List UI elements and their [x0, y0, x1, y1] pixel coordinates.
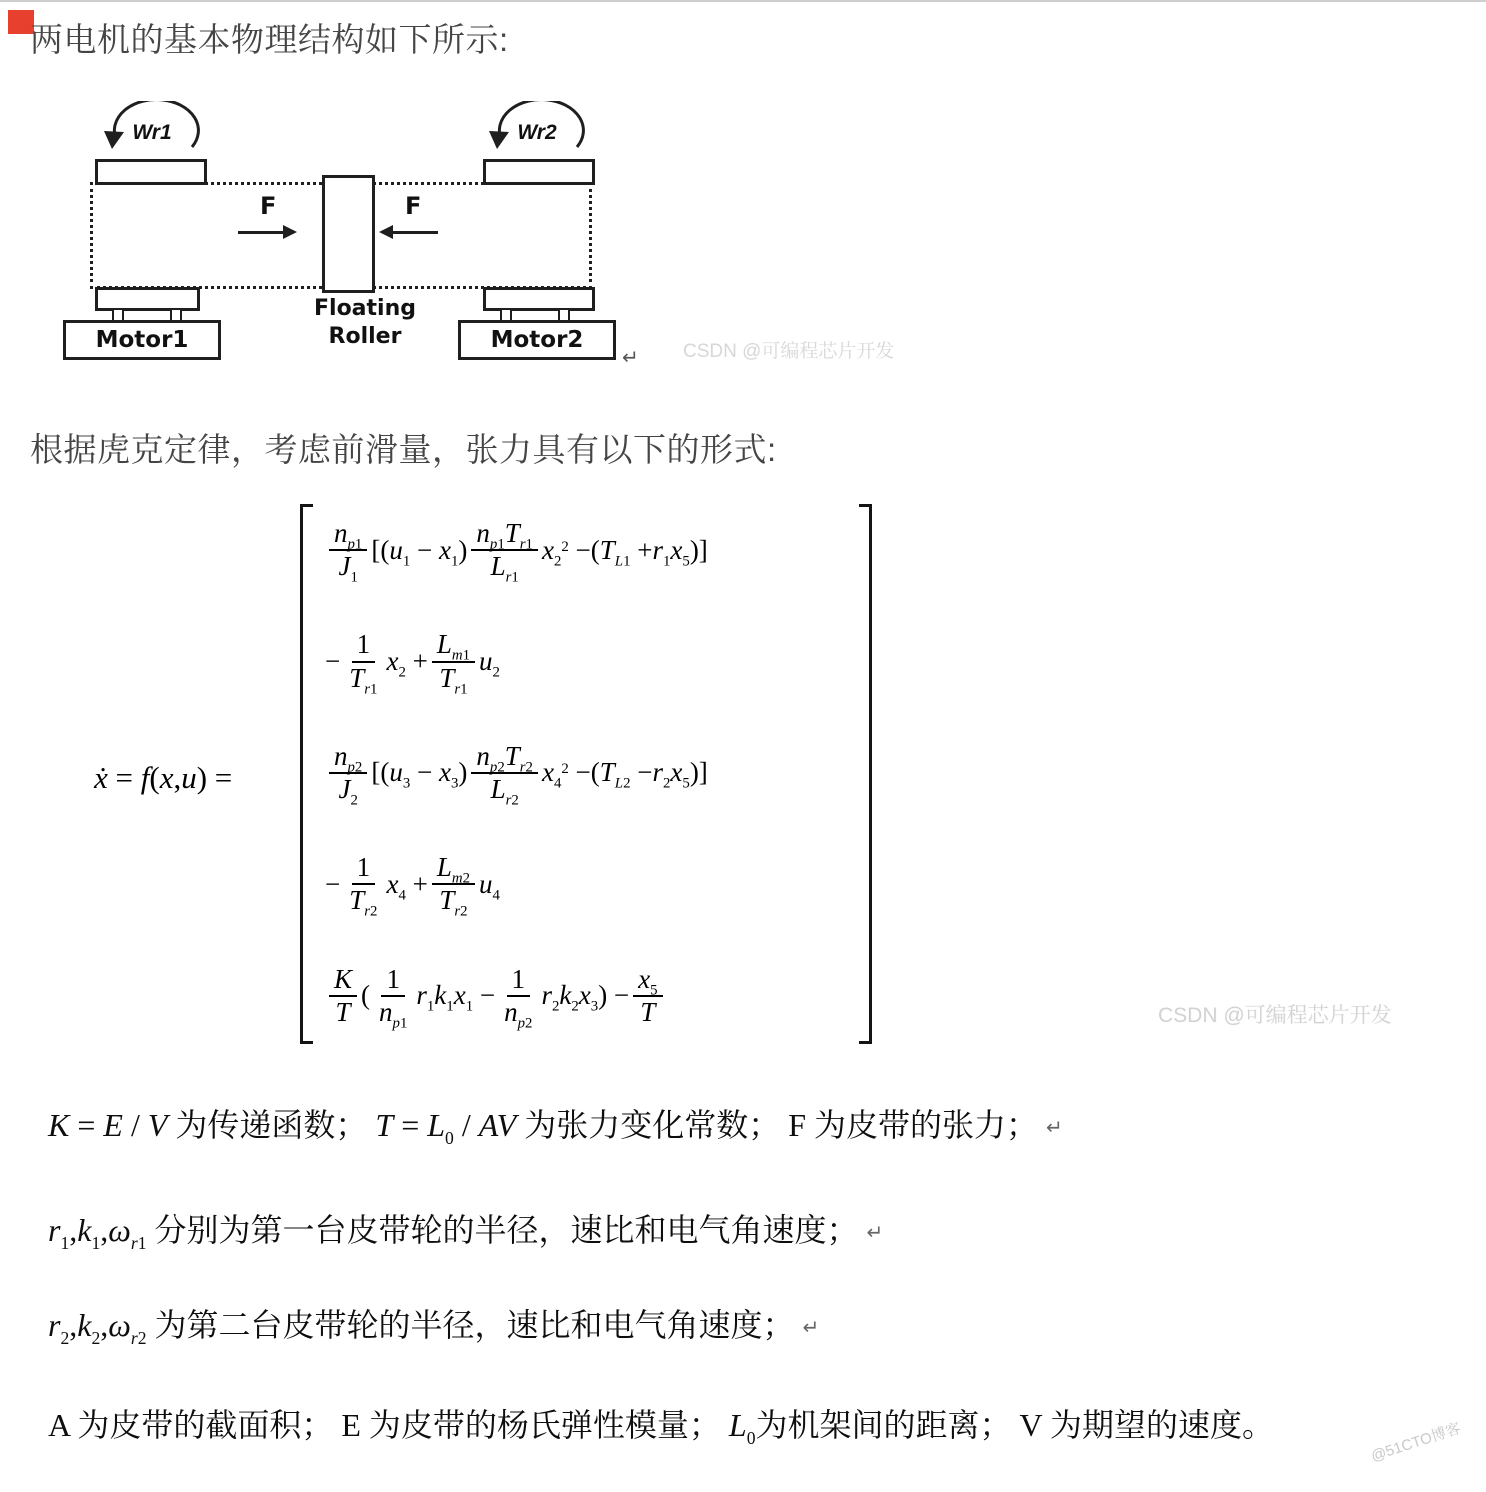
paragraph-a-e-l-v: A 为皮带的截面积； E 为皮带的杨氏弹性模量； $L_0$为机架间的距离； V 为期望的速度。 — [48, 1407, 1275, 1448]
floating-roller-label-line2: Roller — [328, 323, 402, 349]
matrix-row-1: $\frac{n_{p1}}{J_1}$ [$(u_1 - x_1)$ $\frac{n_{p1}T_{r1}}{L_{r1}}$ $x_2^2 -(T_{L1} +r_1x_5)$] — [325, 518, 845, 582]
roller-top-right — [483, 159, 595, 185]
floating-roller-label — [300, 295, 430, 350]
paragraph-pulley1: $r_1,k_1,\omega_{r1}$ 分别为第一台皮带轮的半径，速比和电气角速度； ↵ — [48, 1212, 884, 1253]
equation-lhs: ẋ = f(x,u) = — [94, 760, 233, 795]
force-label-left: F — [260, 192, 277, 220]
matrix-row-2: − $\frac{1}{T_{r1}}$ $x_2$ + $\frac{L_{m1}}{T_{r1}}$ $u_2$ — [325, 629, 500, 698]
matrix-left-bracket — [300, 504, 313, 1044]
matrix-row-3: $\frac{n_{p2}}{J_2}$ [$(u_3 - x_3)$ $\frac{n_{p2}T_{r2}}{L_{r2}}$ $x_4^2 -(T_{L2} -r_2x_5)$] — [325, 741, 845, 805]
state-equation-matrix — [300, 504, 872, 1044]
wr2-label: Wr2 — [517, 121, 557, 144]
roller-bottom-left — [95, 287, 200, 311]
paragraph-pulley2: $r_2,k_2,\omega_{r2}$ 为第二台皮带轮的半径，速比和电气角速度； ↵ — [48, 1307, 820, 1348]
force-arrow-left-icon — [392, 231, 438, 234]
heading-structure: 两电机的基本物理结构如下所示: — [30, 21, 509, 58]
motor1-box: Motor1 — [63, 320, 221, 360]
matrix-rows — [313, 504, 859, 1044]
matrix-right-bracket — [859, 504, 872, 1044]
floating-roller-label-line1: Floating — [314, 296, 416, 321]
floating-roller — [322, 175, 375, 293]
rotation-arrow-wr1-icon — [100, 101, 204, 157]
cto-watermark: @51CTO博客 — [1368, 1420, 1463, 1466]
roller-top-left — [95, 159, 207, 185]
csdn-watermark-1: CSDN @可编程芯片开发 — [683, 341, 895, 362]
force-label-right: F — [405, 192, 422, 220]
two-motor-diagram — [60, 97, 720, 387]
matrix-row-5: $\frac{K}{T}$ ( $\frac{1}{n_{p1}}$ $r_1k_1x_1$ − $\frac{1}{n_{p2}}$ $r_2k_2x_3$) − $\frac{x_5}{T}$ — [325, 964, 845, 1028]
return-mark: ↵ — [622, 347, 639, 369]
heading-hooke: 根据虎克定律，考虑前滑量，张力具有以下的形式: — [30, 431, 777, 468]
matrix-row-4: − $\frac{1}{T_{r2}}$ $x_4$ + $\frac{L_{m2}}{T_{r2}}$ $u_4$ — [325, 852, 500, 921]
paragraph-k-t-f: K = E / V 为传递函数； $T = L_0$ / AV 为张力变化常数； F 为皮带的张力； ↵ — [48, 1107, 1063, 1148]
roller-bottom-right — [483, 287, 595, 311]
rotation-arrow-wr2-icon — [485, 101, 589, 157]
csdn-watermark-2: CSDN @可编程芯片开发 — [1158, 1004, 1392, 1027]
wr1-label: Wr1 — [132, 121, 172, 144]
force-arrow-right-icon — [238, 231, 284, 234]
motor2-box: Motor2 — [458, 320, 616, 360]
